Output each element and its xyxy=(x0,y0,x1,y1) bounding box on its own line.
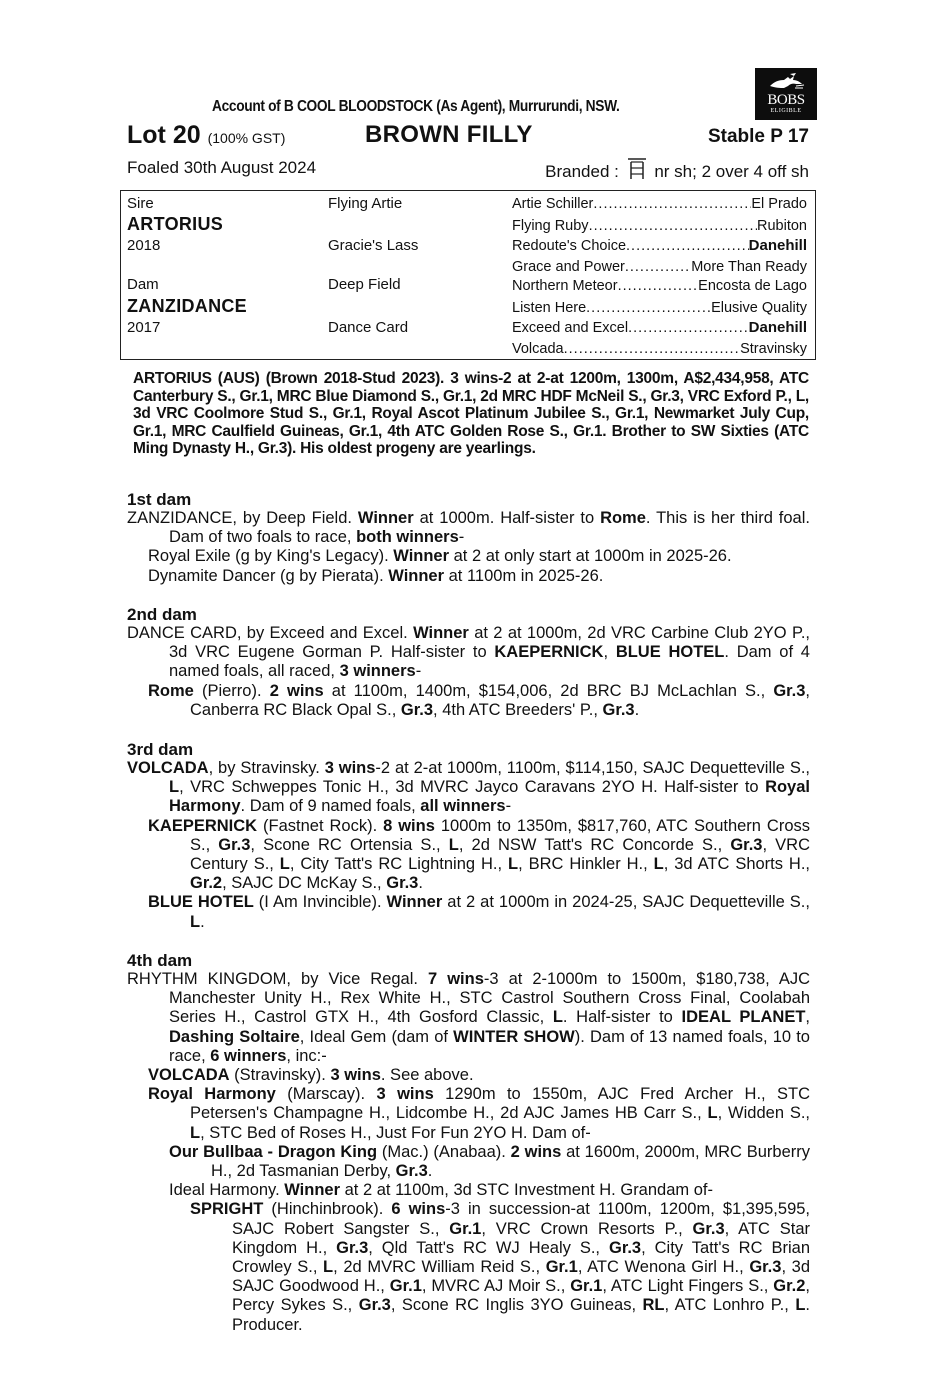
dam-year: 2017 xyxy=(127,319,161,336)
logo-text-bobs: BOBS xyxy=(767,92,805,108)
grandparent-right: Stravinsky xyxy=(740,341,807,357)
section-heading: 1st dam xyxy=(127,490,192,509)
grandparent-right: Rubiton xyxy=(757,218,807,234)
sire-name: ARTORIUS xyxy=(127,214,224,234)
pedigree-paragraph: Rome (Pierro). 2 wins at 1100m, 1400m, $154,006, 2d BRC BJ McLachlan S., Gr.3, Canberra RC Black Opal S., Gr.3, 4th ATC Breeders' P., Gr.3. xyxy=(148,681,811,719)
sire-biography: ARTORIUS (AUS) (Brown 2018-Stud 2023). 3 wins-2 at 2-at 1200m, 1300m, A$2,434,958, ATC Canterbury S., Gr.1, MRC Blue Diamond S., Gr.1, 2d MRC HDF McNeil S., Gr.3, VRC Exford P., L, 3d VRC Coolmore Stud S., Gr.1, Royal Ascot Platinum Jubilee S., Gr.1, Newmarket July Cup, Gr.1, MRC Caulfield Guineas, Gr.1, 4th ATC Golden Rose S., Gr.1. Brother to SW Sixties (ATC Ming Dynasty H., Gr.3). His oldest progeny are yearlings. xyxy=(133,370,809,457)
brand-mark-icon xyxy=(627,158,647,185)
grandparent-row xyxy=(512,277,807,295)
pedigree-paragraph: VOLCADA (Stravinsky). 3 wins. See above. xyxy=(148,1066,474,1085)
pedigree-table xyxy=(120,190,816,360)
dam-dam: Dance Card xyxy=(328,319,409,336)
section-heading: 2nd dam xyxy=(127,605,197,624)
grandparent-left: Northern Meteor xyxy=(512,278,618,294)
grandparent-right: Elusive Quality xyxy=(711,300,807,316)
second-dam-section xyxy=(127,605,810,720)
branded-label: Branded : xyxy=(545,162,619,181)
branded-value: nr sh; 2 over 4 off sh xyxy=(654,162,809,181)
lot-title: BROWN FILLY xyxy=(365,121,533,148)
pedigree-paragraph: DANCE CARD, by Exceed and Excel. Winner at 2 at 1000m, 2d VRC Carbine Club 2YO P., 3d VRC Eugene Gorman P. Half-sister to KAEPERNICK, BLUE HOTEL. Dam of 4 named foals, all raced, 3 winners- xyxy=(127,624,810,681)
grandparent-row xyxy=(512,319,807,337)
section-heading: 3rd dam xyxy=(127,740,194,759)
grandparent-row xyxy=(512,237,807,255)
brand-info xyxy=(545,158,809,185)
pedigree-paragraph: RHYTHM KINGDOM, by Vice Regal. 7 wins-3 at 2-1000m to 1500m, $180,738, AJC Manchester Unity H., Rex White H., STC Castrol Southern Cross Final, Coolabah Series H., Castrol GTX H., 4th Gosford Classic, L. Half-sister to IDEAL PLANET, Dashing Soltaire, Ideal Gem (dam of WINTER SHOW). Dam of 13 named foals, 10 to race, 6 winners, inc:- xyxy=(127,970,810,1065)
stable-location: Stable P 17 xyxy=(707,126,809,147)
grandparent-right: Encosta de Lago xyxy=(698,278,807,294)
grandparent-row xyxy=(512,217,807,235)
grandparent-row xyxy=(512,340,807,358)
sire-year: 2018 xyxy=(127,237,161,254)
pedigree-paragraph: KAEPERNICK (Fastnet Rock). 8 wins 1000m to 1350m, $817,760, ATC Southern Cross S., Gr.3, Scone RC Ortensia S., L, 2d NSW Tatt's RC Concorde S., Gr.3, VRC Century S., L, City Tatt's RC Lightning H., L, BRC Hinkler H., L, 3d ATC Shorts H., Gr.2, SAJC DC McKay S., Gr.3. xyxy=(148,816,811,893)
section-body xyxy=(127,509,810,586)
section-heading: 4th dam xyxy=(127,951,193,970)
grandparent-row xyxy=(512,195,807,213)
pedigree-paragraph: VOLCADA, by Stravinsky. 3 wins-2 at 2-at 1000m, 1100m, $114,150, SAJC Dequetteville S., L, VRC Schweppes Tonic H., 3d MVRC Jayco Caravans 2YO H. Half-sister to Royal Harmony. Dam of 9 named foals, all winners- xyxy=(127,759,811,816)
pedigree-paragraph: Ideal Harmony. Winner at 2 at 1100m, 3d STC Investment H. Grandam of- xyxy=(169,1181,713,1200)
pedigree-paragraph: Royal Harmony (Marscay). 3 wins 1290m to 1550m, AJC Fred Archer H., STC Petersen's Champagne H., Lidcombe H., 2d AJC James HB Carr S., L, Widden S., L, STC Bed of Roses H., Just For Fun 2YO H. Dam of- xyxy=(148,1085,810,1142)
grandparent-left: Redoute's Choice xyxy=(512,238,627,254)
foaled-date: Foaled 30th August 2024 xyxy=(127,158,317,177)
grandparent-right: El Prado xyxy=(751,196,807,212)
third-dam-section xyxy=(127,740,810,932)
grandparent-right: Danehill xyxy=(748,319,807,336)
sire-label: Sire xyxy=(127,195,154,212)
grandparent-left: Exceed and Excel xyxy=(512,320,629,336)
fourth-dam-section xyxy=(127,951,810,1335)
lot-header xyxy=(127,121,809,151)
gst-note: (100% GST) xyxy=(207,130,286,146)
bobs-eligible-logo xyxy=(755,68,817,120)
grandparent-left: Flying Ruby xyxy=(512,218,589,234)
pedigree-paragraph: Our Bullbaa - Dragon King (Mac.) (Anabaa). 2 wins at 1600m, 2000m, MRC Burberry H., 2d Tasmanian Derby, Gr.3. xyxy=(169,1142,810,1181)
grandparent-left: Volcada xyxy=(512,341,564,357)
section-body xyxy=(127,759,810,932)
section-body xyxy=(127,970,810,1335)
sire-sire: Flying Artie xyxy=(328,195,403,212)
logo-text-eligible: ELIGIBLE xyxy=(770,108,802,114)
dam-name: ZANZIDANCE xyxy=(127,296,247,316)
grandparent-row xyxy=(512,299,807,317)
grandparent-right: More Than Ready xyxy=(691,259,807,275)
sire-dam: Gracie's Lass xyxy=(328,237,419,254)
dam-sire: Deep Field xyxy=(328,276,401,293)
section-body xyxy=(127,624,810,720)
grandparent-left: Grace and Power xyxy=(512,259,625,275)
grandparent-row xyxy=(512,258,807,276)
pedigree-paragraph: ZANZIDANCE, by Deep Field. Winner at 1000m. Half-sister to Rome. This is her third foal. Dam of two foals to race, both winners- xyxy=(127,509,810,547)
horse-head-icon xyxy=(766,72,806,92)
pedigree-paragraph: Royal Exile (g by King's Legacy). Winner at 2 at only start at 1000m in 2025-26. xyxy=(148,547,732,566)
dam-label: Dam xyxy=(127,276,159,293)
grandparent-right: Danehill xyxy=(748,237,807,254)
first-dam-section xyxy=(127,490,810,586)
lot-number xyxy=(127,121,285,150)
pedigree-paragraph: SPRIGHT (Hinchinbrook). 6 wins-3 in succession-at 1100m, 1200m, $1,395,595, SAJC Robert Sangster S., Gr.1, VRC Crown Resorts P., Gr.3, ATC Star Kingdom H., Gr.3, Qld Tatt's RC WJ Healy S., Gr.3, City Tatt's RC Brian Crowley S., L, 2d MVRC William Reid S., Gr.1, ATC Wenona Girl H., Gr.3, 3d SAJC Goodwood H., Gr.1, MVRC AJ Moir S., Gr.1, ATC Light Fingers S., Gr.2, Percy Sykes S., Gr.3, Scone RC Inglis 3YO Guineas, RL, ATC Lonhro P., L. Producer. xyxy=(190,1200,811,1334)
lot-label: Lot 20 xyxy=(127,121,201,149)
pedigree-paragraph: BLUE HOTEL (I Am Invincible). Winner at 2 at 1000m in 2024-25, SAJC Dequetteville S., L. xyxy=(148,893,810,931)
grandparent-left: Artie Schiller xyxy=(512,196,594,212)
grandparent-left: Listen Here xyxy=(512,300,587,316)
vendor-account: Account of B COOL BLOODSTOCK (As Agent), Murrurundi, NSW. xyxy=(212,98,620,115)
pedigree-paragraph: Dynamite Dancer (g by Pierata). Winner at 1100m in 2025-26. xyxy=(148,566,604,585)
